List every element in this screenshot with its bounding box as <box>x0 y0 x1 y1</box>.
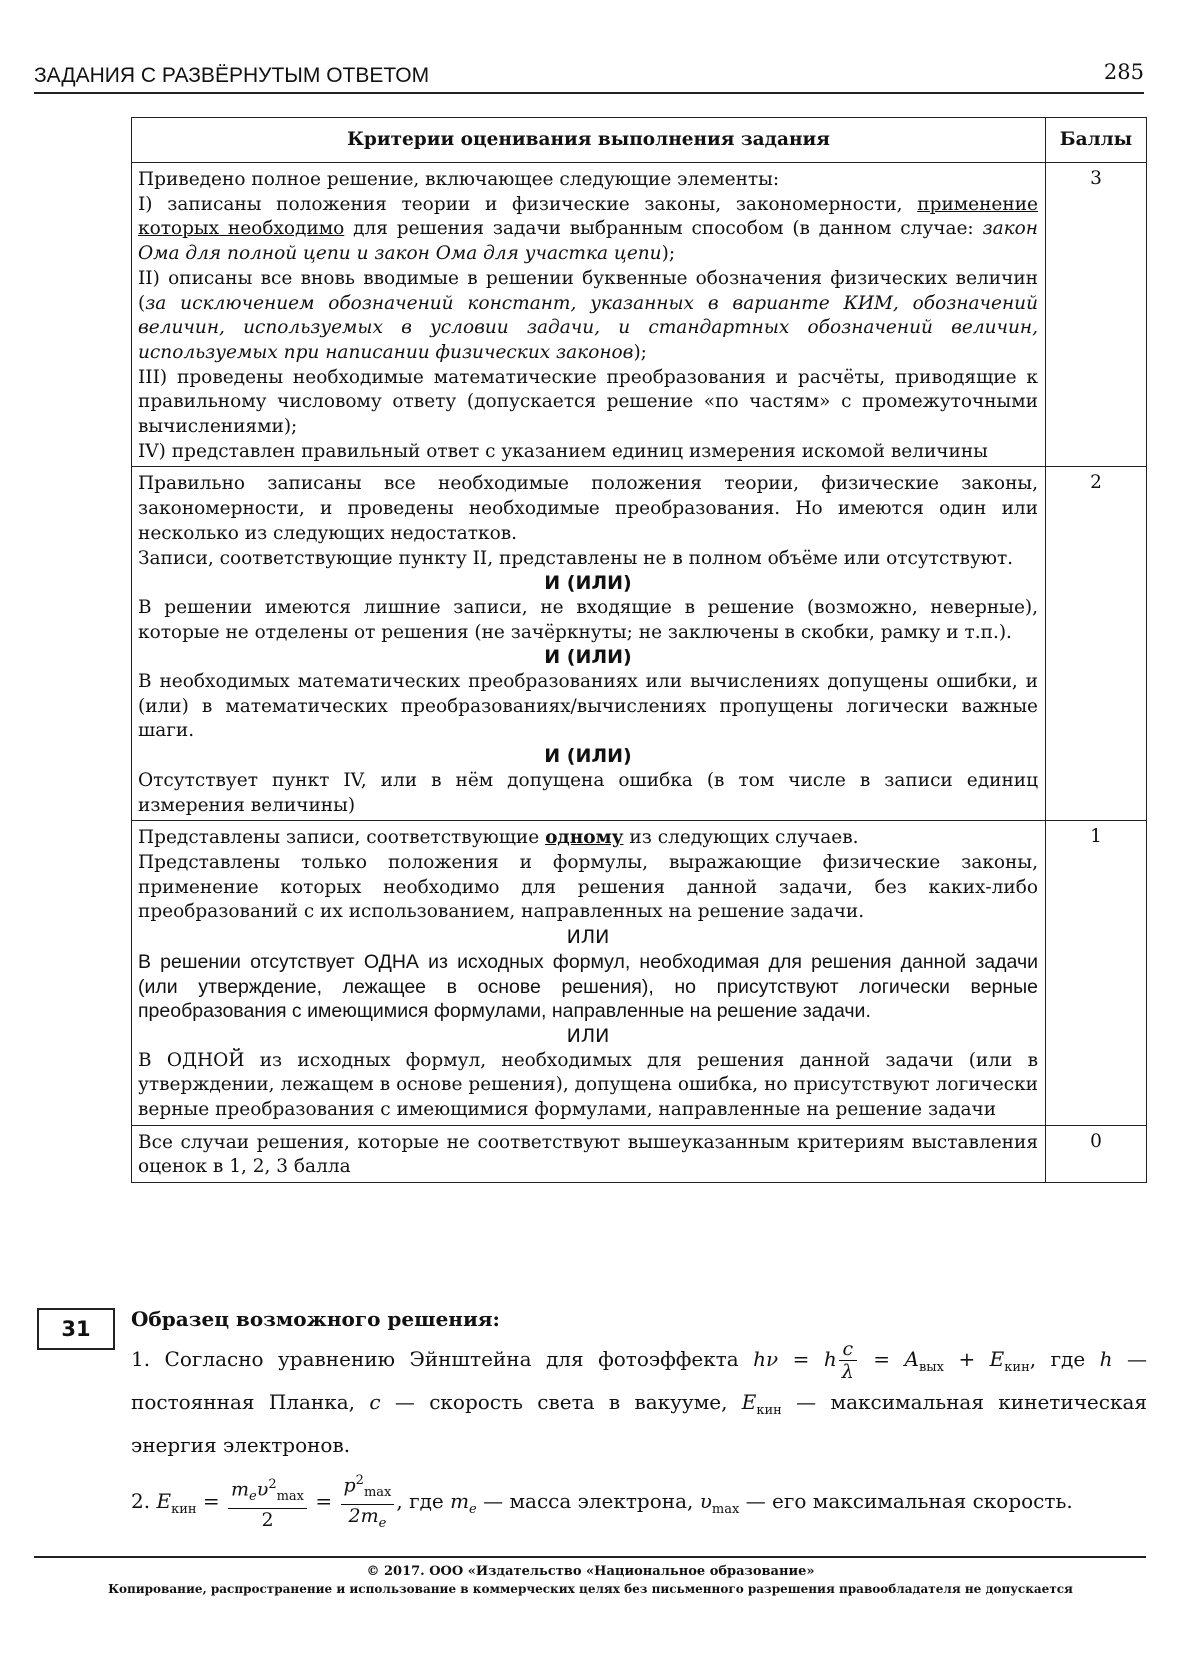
paragraph: Представлены только положения и формулы, выражающие физические законы, применение которых необходимо для решения данной задачи, без каких-либо преобразований с их использованием, направленных на решение задачи. <box>138 851 1038 923</box>
points-value: 1 <box>1046 821 1147 1125</box>
criteria-text <box>132 467 1046 821</box>
section-title: ЗАДАНИЯ С РАЗВЁРНУТЫМ ОТВЕТОМ <box>34 64 430 87</box>
copyright: © 2017. ООО «Издательство «Национальное образование» <box>366 1564 815 1579</box>
and-or-separator: И (ИЛИ) <box>544 572 632 595</box>
criteria-text <box>132 163 1046 467</box>
criteria-text <box>132 1125 1046 1182</box>
einstein-formula: hν = h $\frac{c}{\lambda}$ = $A_{вых} + E_{кин}$ <box>753 1338 1030 1383</box>
table-header-row <box>132 118 1147 163</box>
paragraph: I) записаны положения теории и физические законы, закономерности, применение которых необходимо для решения задачи выбранным способом (в данном случае: закон Ома для полной цепи и закон Ома для участка цепи); <box>138 193 1038 265</box>
criteria-row-2 <box>132 467 1147 821</box>
criteria-row-1 <box>132 821 1147 1125</box>
paragraph: IV) представлен правильный ответ с указанием единиц измерения искомой величины <box>138 440 988 462</box>
solution-step-1: 1. Согласно уравнению Эйнштейна для фотоэффекта hν = h $\frac{c}{\lambda}$ = $A_{вых} + E_{кин}$, где h — постоянная Планка, c — скорость света в вакууме, $E_{кин}$ — максимальная кинетическая энергия электронов. <box>131 1338 1148 1457</box>
solution-step-2: 2. $E_{кин}$ = $\frac{m_e\upsilon^2_{max}}{2}$ = $\frac{p^2_{max}}{2m_e}$ , где $m_e$ — масса электрона, $\upsilon_{max}$ — его максимальная скорость. <box>131 1470 1147 1535</box>
solution-block <box>131 1302 1147 1543</box>
paragraph: III) проведены необходимые математические преобразования и расчёты, приводящие к правильному числовому ответу (допускается решение «по частям» с промежуточными вычислениями); <box>138 366 1038 438</box>
paragraph: В решении отсутствует ОДНА из исходных формул, необходимая для решения данной задачи (или утверждение, лежащее в основе решения), но присутствуют логически верные преобразования с имеющимися формулами, направленные на решение задачи. <box>138 950 1038 1023</box>
points-value: 2 <box>1046 467 1147 821</box>
criteria-row-3 <box>132 163 1147 467</box>
points-value: 3 <box>1046 163 1147 467</box>
paragraph: Правильно записаны все необходимые положения теории, физические законы, закономерности, и проведены необходимые преобразования. Но имеются один или несколько из следующих недостатков. <box>138 473 1038 544</box>
criteria-column-header: Критерии оценивания выполнения задания <box>132 118 1046 163</box>
paragraph: Представлены записи, соответствующие одному из следующих случаев. <box>138 827 859 849</box>
paragraph: Все случаи решения, которые не соответствуют вышеуказанным критериям выставления оценок в 1, 2, 3 балла <box>138 1131 1038 1178</box>
page-header <box>34 56 1144 94</box>
page-number: 285 <box>1103 60 1144 84</box>
paragraph: В необходимых математических преобразованиях или вычислениях допущены ошибки, и (или) в математических преобразованиях/вычислениях пропущены логически важные шаги. <box>138 671 1038 742</box>
and-or-separator: И (ИЛИ) <box>544 745 632 768</box>
criteria-row-0 <box>132 1125 1147 1182</box>
or-separator: ИЛИ <box>566 926 610 949</box>
or-separator: ИЛИ <box>566 1024 610 1047</box>
paragraph: Отсутствует пункт IV, или в нём допущена ошибка (в том числе в записи единиц измерения величины) <box>138 769 1038 816</box>
rights-notice: Копирование, распространение и использование в коммерческих целях без письменного разрешения правообладателя не допускается <box>108 1582 1073 1596</box>
criteria-table <box>131 117 1147 1183</box>
kinetic-energy-formula: $E_{кин}$ = $\frac{m_e\upsilon^2_{max}}{2}$ = $\frac{p^2_{max}}{2m_e}$ <box>156 1489 396 1513</box>
task-number: 31 <box>37 1308 115 1350</box>
paragraph: II) описаны все вновь вводимые в решении буквенные обозначения физических величин (за исключением обозначений констант, указанных в варианте КИМ, обозначений величин, используемых в условии задачи, и стандартных обозначений величин, используемых при написании физических законов); <box>138 267 1038 363</box>
solution-title: Образец возможного решения: <box>131 1307 500 1331</box>
points-value: 0 <box>1046 1125 1147 1182</box>
paragraph: В ОДНОЙ из исходных формул, необходимых для решения данной задачи (или в утверждении, лежащем в основе решения), допущена ошибка, но присутствуют логически верные преобразования с имеющимися формулами, направленные на решение задачи <box>138 1049 1038 1121</box>
paragraph: Приведено полное решение, включающее следующие элементы: <box>138 169 780 190</box>
paragraph: В решении имеются лишние записи, не входящие в решение (возможно, неверные), которые не отделены от решения (не зачёркнуты; не заключены в скобки, рамку и т.п.). <box>138 596 1038 643</box>
points-column-header: Баллы <box>1046 118 1147 163</box>
paragraph: Записи, соответствующие пункту II, представлены не в полном объёме или отсутствуют. <box>138 547 1014 569</box>
footer-divider <box>34 1556 1146 1558</box>
criteria-text <box>132 821 1046 1125</box>
and-or-separator: И (ИЛИ) <box>544 646 632 669</box>
